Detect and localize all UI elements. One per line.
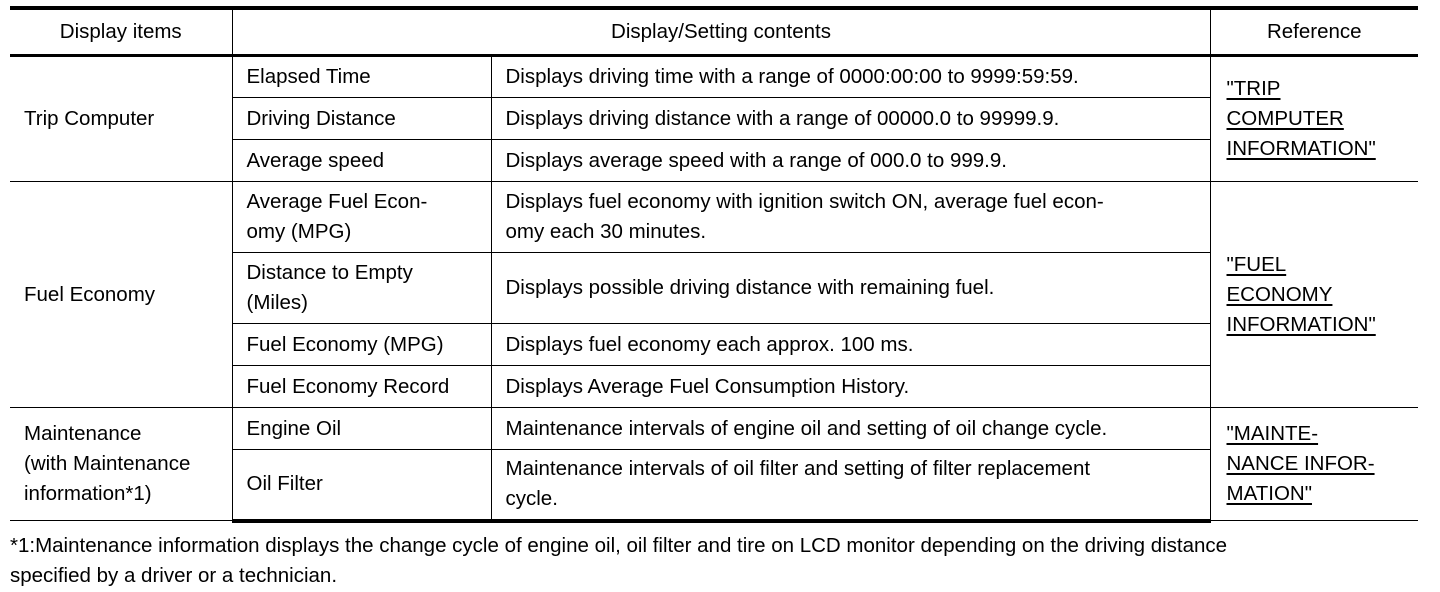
group-trip-computer (10, 56, 232, 182)
setting-cell: Average Fuel Econ- omy (MPG) (232, 182, 491, 253)
content-cell: Displays Average Fuel Consumption History. (491, 366, 1210, 408)
setting-cell: Average speed (232, 140, 491, 182)
reference-line: "TRIP (1226, 77, 1281, 100)
setting-cell: Distance to Empty (Miles) (232, 253, 491, 324)
reference-line: COMPUTER (1226, 107, 1344, 130)
group-fuel-economy (10, 182, 232, 408)
setting-cell: Elapsed Time (232, 56, 491, 98)
content-cell: Maintenance intervals of oil filter and setting of filter replacement cycle. (491, 450, 1210, 521)
group-label: (with Maintenance (24, 452, 191, 475)
setting-cell: Driving Distance (232, 98, 491, 140)
header-row (10, 8, 1418, 56)
content-cell: Displays fuel economy each approx. 100 ms. (491, 324, 1210, 366)
header-display-items: Display items (10, 8, 232, 56)
reference-link-maintenance[interactable] (1210, 408, 1418, 521)
content-cell: Maintenance intervals of engine oil and setting of oil change cycle. (491, 408, 1210, 450)
table-row (10, 408, 1418, 450)
group-label: Trip Computer (24, 107, 155, 130)
content-cell: Displays average speed with a range of 000.0 to 999.9. (491, 140, 1210, 182)
reference-line: "MAINTE- (1226, 422, 1319, 445)
reference-line: "FUEL (1226, 252, 1287, 276)
display-items-table (10, 6, 1418, 523)
reference-link-trip-computer[interactable] (1210, 56, 1418, 182)
setting-cell: Engine Oil (232, 408, 491, 450)
reference-line: INFORMATION" (1226, 312, 1376, 336)
content-cell: Displays driving time with a range of 0000:00:00 to 9999:59:59. (491, 56, 1210, 98)
header-display-setting-contents: Display/Setting contents (232, 8, 1210, 56)
setting-cell: Fuel Economy Record (232, 366, 491, 408)
group-label: information*1) (24, 482, 152, 505)
content-cell: Displays possible driving distance with remaining fuel. (491, 253, 1210, 324)
content-cell: Displays driving distance with a range of 00000.0 to 99999.9. (491, 98, 1210, 140)
content-cell: Displays fuel economy with ignition switch ON, average fuel econ- omy each 30 minutes. (491, 182, 1210, 253)
reference-line: INFORMATION" (1226, 137, 1376, 160)
table-row (10, 56, 1418, 98)
reference-line: ECONOMY (1226, 282, 1333, 306)
document (10, 6, 1418, 591)
group-label: Fuel Economy (24, 282, 156, 306)
group-label: Maintenance (24, 422, 142, 445)
footnote-line: specified by a driver or a technician. (10, 563, 338, 587)
footnote-line: *1:Maintenance information displays the change cycle of engine oil, oil filter and tire on LCD monitor depending on the driving distance (10, 533, 1228, 557)
setting-cell: Fuel Economy (MPG) (232, 324, 491, 366)
footnote (10, 531, 1420, 591)
group-maintenance (10, 408, 232, 521)
header-reference: Reference (1210, 8, 1418, 56)
reference-line: NANCE INFOR- (1226, 452, 1375, 475)
reference-link-fuel-economy[interactable] (1210, 182, 1418, 408)
reference-line: MATION" (1226, 482, 1312, 505)
table-row (10, 182, 1418, 253)
setting-cell: Oil Filter (232, 450, 491, 521)
